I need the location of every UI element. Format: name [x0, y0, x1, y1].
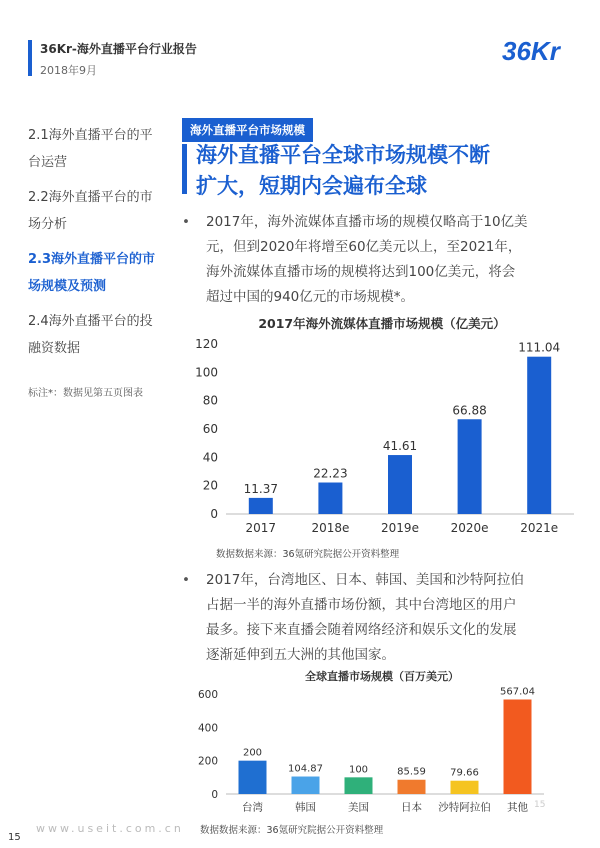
- sidebar-toc: [28, 122, 168, 370]
- x-tick-label: 2018e: [311, 521, 350, 535]
- bar-value-label: 104.87: [288, 763, 323, 775]
- sidebar-note: 标注*：数据见第五页图表: [28, 388, 143, 399]
- section-title: 海外直播平台全球市场规模不断 扩大，短期内会遍布全球: [196, 143, 490, 198]
- bar: [451, 781, 479, 794]
- y-tick-label: 0: [211, 789, 218, 801]
- report-date: 2018年9月: [40, 64, 97, 77]
- toc-item-2-2[interactable]: 2.2海外直播平台的市 场分析: [28, 190, 153, 232]
- y-tick-label: 80: [202, 393, 218, 408]
- page-number: 15: [8, 832, 21, 843]
- bullet-dot: •: [182, 572, 190, 588]
- x-tick-label: 美国: [348, 801, 369, 814]
- chart-2-source: 数据数据来源：36氪研究院据公开资料整理: [200, 825, 384, 836]
- toc-item-2-4[interactable]: 2.4海外直播平台的投 融资数据: [28, 314, 153, 356]
- bullet-paragraph-2: • 2017年，台湾地区、日本、韩国、美国和沙特阿拉伯 占据一半的海外直播市场份额，其中台湾地区的用户 最多。接下来直播会随着网络经济和娱乐文化的发展 逐渐延伸到五大洲的其他国家。: [182, 568, 562, 668]
- header-accent-bar: [28, 40, 32, 76]
- chart-2-title: 全球直播市场规模（百万美元）: [305, 670, 459, 683]
- bar-value-label: 66.88: [452, 403, 487, 418]
- bar: [318, 483, 342, 514]
- bar-value-label: 11.37: [243, 481, 278, 496]
- chart-2-plot: [182, 682, 582, 817]
- svg-text:36Kr: 36Kr: [502, 36, 560, 66]
- market-size-chart: [182, 308, 582, 558]
- bar-value-label: 22.23: [313, 466, 348, 481]
- watermark: www.useit.com.cn: [36, 822, 184, 835]
- x-tick-label: 2021e: [520, 521, 559, 535]
- y-tick-label: 600: [197, 689, 218, 701]
- bar-value-label: 85.59: [397, 766, 426, 778]
- bullet-paragraph-1: • 2017年，海外流媒体直播市场的规模仅略高于10亿美 元，但到2020年将增至60亿美元以上，至2021年， 海外流媒体直播市场的规模将达到100亿美元，将会 超过中国的940亿元的市场规模*。: [182, 210, 562, 310]
- x-tick-label: 台湾: [242, 801, 263, 814]
- x-tick-label: 其他: [507, 801, 528, 814]
- y-tick-label: 40: [202, 450, 218, 465]
- bar: [249, 498, 273, 514]
- bar: [527, 357, 551, 514]
- bar: [504, 699, 532, 794]
- y-tick-label: 400: [197, 722, 218, 735]
- y-tick-label: 100: [195, 365, 218, 380]
- bullet-dot: •: [182, 214, 190, 230]
- bar-value-label: 567.04: [500, 686, 535, 698]
- x-tick-label: 2019e: [381, 521, 419, 535]
- bar: [388, 455, 412, 514]
- chart-1-plot: [182, 334, 582, 554]
- chart-1-title: 2017年海外流媒体直播市场规模（亿美元）: [258, 316, 506, 331]
- bar-value-label: 41.61: [382, 439, 418, 454]
- x-tick-label: 日本: [401, 801, 422, 814]
- bar-value-label: 111.04: [518, 340, 561, 355]
- x-tick-label: 2017: [245, 521, 277, 535]
- y-tick-label: 0: [210, 507, 218, 521]
- bar-value-label: 200: [242, 747, 263, 759]
- y-tick-label: 120: [195, 337, 218, 351]
- bar: [458, 419, 482, 514]
- toc-item-2-1[interactable]: 2.1海外直播平台的平 台运营: [28, 128, 153, 170]
- 36kr-logo: [498, 30, 582, 70]
- faint-page-number: 15: [534, 800, 546, 810]
- toc-item-2-3-active[interactable]: 2.3海外直播平台的市 场规模及预测: [28, 252, 156, 294]
- bar-value-label: 79.66: [450, 767, 479, 779]
- bar: [292, 777, 320, 794]
- y-tick-label: 60: [202, 422, 218, 436]
- x-tick-label: 韩国: [295, 801, 316, 814]
- report-title: 36Kr-海外直播平台行业报告: [40, 42, 197, 56]
- bar: [398, 780, 426, 794]
- y-tick-label: 200: [197, 755, 218, 768]
- section-tag: 海外直播平台市场规模: [182, 118, 313, 142]
- y-tick-label: 20: [202, 478, 218, 493]
- bar: [239, 761, 267, 794]
- bar: [345, 777, 373, 794]
- title-accent-bar: [182, 144, 187, 194]
- global-market-chart: [182, 668, 582, 818]
- bar-value-label: 100: [348, 764, 369, 776]
- chart-1-source: 数据数据来源：36氪研究院据公开资料整理: [216, 549, 400, 560]
- x-tick-label: 2020e: [450, 521, 489, 535]
- x-tick-label: 沙特阿拉伯: [438, 801, 491, 814]
